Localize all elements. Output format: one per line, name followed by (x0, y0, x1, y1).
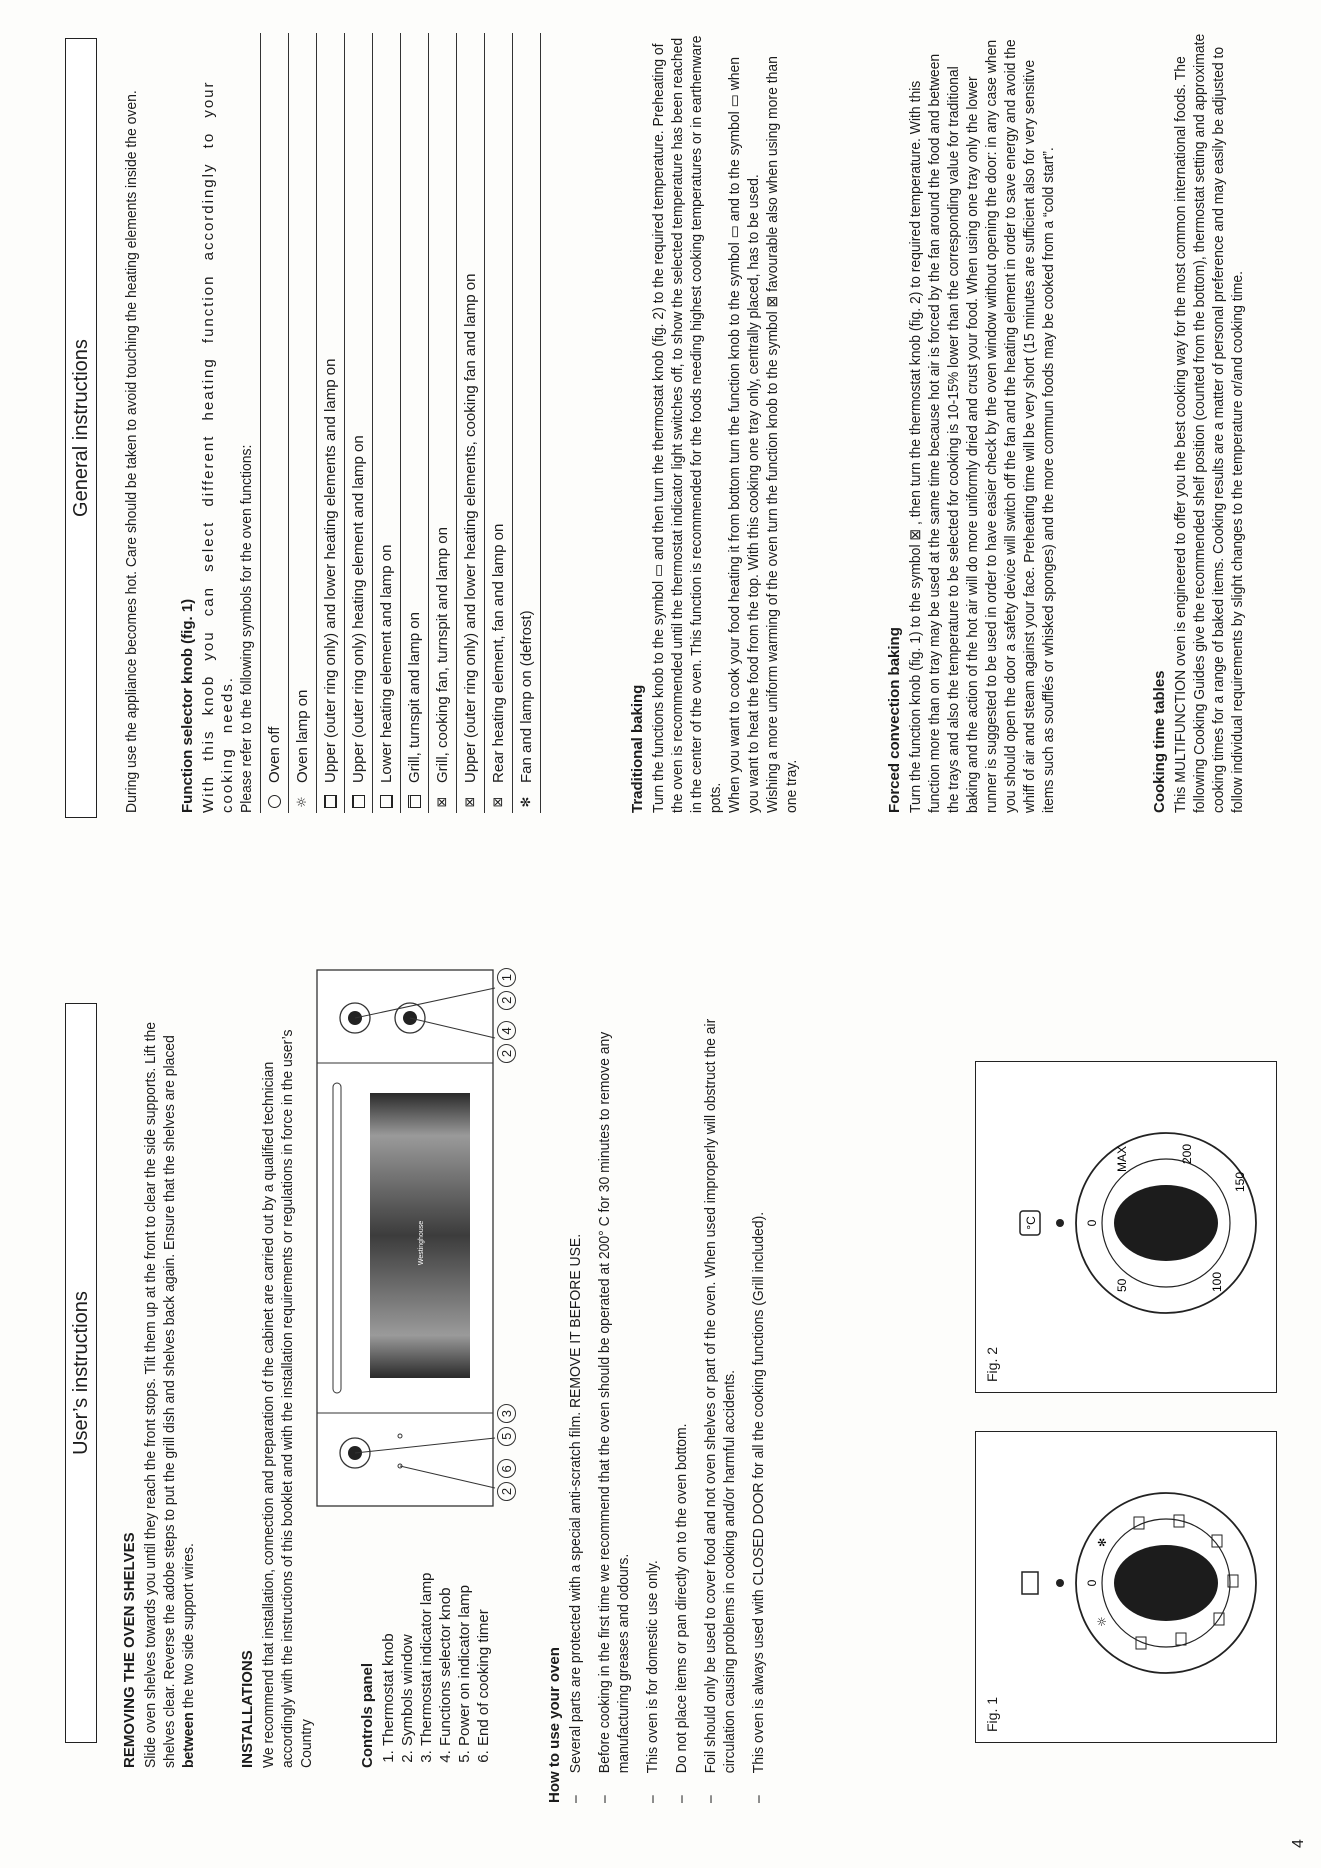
fig1-zero-mark: 0 (1085, 1579, 1099, 1587)
function-row (373, 33, 401, 813)
function-section (178, 33, 541, 813)
fig1-box (975, 1431, 1277, 1743)
fig2-temp-mark: MAX (1115, 1145, 1129, 1172)
fig1-knob-grip (1114, 1545, 1218, 1621)
function-label: Upper (outer ring only) and lower heating elements, cooking fan and lamp on (462, 273, 479, 783)
function-text-2: Please refer to the following symbols for the oven functions: (238, 444, 255, 813)
circle-icon (267, 791, 283, 813)
traditional-text-2: When you want to cook your food heating it from bottom turn the function knob to the symbol ▭ and to the symbol ▭ when you want to heat the food from the top. With this cooking one tray only, centrally placed, has to be used. (726, 56, 762, 813)
function-text-1: With this knob you can select different heating function accordingly to your cooking needs. (200, 80, 236, 813)
page-number: 4 (1290, 1839, 1307, 1848)
how-item: – Foil should only be used to cover food and not oven shelves or part of the oven. When used improperly will obstruct the air circulation causing problems in cooking and/or harmful accidents. (701, 1003, 739, 1803)
traditional-heading: Traditional baking (629, 684, 646, 813)
control-item: 2. Symbols window (398, 1528, 417, 1746)
controls-list (379, 1528, 493, 1768)
fig1-symbol-icon (1176, 1633, 1186, 1645)
control-item: 1. Thermostat knob (379, 1528, 398, 1746)
how-to-use-section (545, 1003, 778, 1803)
grill-icon (407, 791, 423, 813)
traditional-section (628, 33, 801, 813)
tables-text: This MULTIFUNCTION oven is engineered to offer you the best cooking way for the most common international foods. The following Cooking Guides give the recommended shelf position (counted from the bottom), thermostat setting and approximate cooking times for a range of baked items. Cooking results are a matter of personal preference and may easily be adjusted to follow individual requirements by slight changes to the temperature or/and cooking time. (1172, 33, 1246, 813)
control-item: 3. Thermostat indicator lamp (417, 1528, 436, 1746)
function-row (289, 33, 317, 813)
cooking-tables-section (1150, 33, 1247, 813)
callout-number: 6 (497, 1459, 516, 1478)
users-instructions-title: User’s instructions (65, 1003, 97, 1743)
function-row (317, 33, 345, 813)
callout-number: 1 (497, 968, 516, 987)
fig1-dial (1016, 1477, 1266, 1687)
control-item: 4. Functions selector knob (436, 1528, 455, 1746)
fig1-top-symbol-icon (1022, 1572, 1038, 1594)
installations-text: We recommend that installation, connection and preparation of the cabinet are carried out by a qualified technician accordingly with the instructions of this booklet and with the installation requirements or regulations in force in the user’s Country (260, 1029, 315, 1768)
lower-icon (379, 791, 395, 813)
callout-number: 3 (497, 1404, 516, 1423)
forced-text: Turn the function knob (fig. 1) to the symbol ⊠ , then turn the thermostat knob (fig. 2) to required temperature. With this function more than on tray may be used at the same time because hot air is forced by the fan around the food and between the trays and also the temperature to be selected for cooking is 10-15% lower than the corresponding value for traditional baking and the action of the hot air will do more uniformly dried and crust your food. When using one tray only the lower runner is suggested to be used in order to have easier check by the oven window without opening the door: in any case when you should open the door a safety device will switch off the fan and the heating element in order to save energy and avoid the whiff of air and steam against your face. Preheating time will be very short (15 minutes are sufficient also for very sensitive items such as soufflés or whisked sponges) and the more commun foods may be cooked from a “cold start”. (907, 39, 1057, 813)
callouts-left (497, 1404, 516, 1501)
control-item: 5. Power on indicator lamp (455, 1528, 474, 1746)
function-label: Upper (outer ring only) and lower heating elements and lamp on (322, 358, 339, 783)
controls-heading: Controls panel (359, 1662, 376, 1768)
shelves-section (120, 988, 198, 1768)
fig2-temp-mark: 150 (1233, 1171, 1247, 1192)
fig2-temp-mark: 200 (1180, 1143, 1194, 1164)
how-item: – This oven is always used with CLOSED DOOR for all the cooking functions (Grill included). (749, 1003, 768, 1803)
function-row (401, 33, 429, 813)
fig2-box (975, 1061, 1277, 1393)
oven-diagram (315, 968, 515, 1508)
fig2-temp-mark: 50 (1115, 1278, 1129, 1292)
general-instructions-title: General instructions (65, 38, 97, 818)
callouts-right (497, 968, 516, 1063)
function-row (513, 33, 541, 813)
upper-icon (351, 791, 367, 813)
control-item: 6. End of cooking timer (474, 1528, 493, 1746)
function-row (485, 33, 513, 813)
fig1-defrost-symbol-icon: ✻ (1096, 1537, 1109, 1547)
fig1-label: Fig. 1 (984, 1696, 1000, 1732)
fig2-label: Fig. 2 (984, 1346, 1000, 1382)
callout-number: 2 (497, 991, 516, 1010)
grill-fan-icon: ⊠ (435, 796, 450, 808)
traditional-text-3: Wishing a more uniform warming of the oven turn the function knob to the symbol ⊠ favourable also when using more than one tray. (764, 56, 800, 813)
rear-fan-icon: ⊠ (491, 796, 506, 808)
fan-upper-lower-icon: ⊠ (463, 796, 478, 808)
shelves-text-bold: between (180, 1712, 197, 1768)
fig2-celsius-label: °C (1024, 1216, 1038, 1230)
fig2-zero-mark: 0 (1085, 1219, 1099, 1227)
installations-section (238, 988, 316, 1768)
forced-heading: Forced convection baking (886, 627, 903, 813)
function-row (457, 33, 485, 813)
brand-logo: Westinghouse (418, 1220, 425, 1266)
lamp-icon: ☼ (295, 796, 310, 808)
controls-section (358, 1528, 493, 1768)
how-item: – Do not place items or pan directly on to the oven bottom. (672, 1003, 691, 1803)
function-list (260, 33, 541, 813)
function-label: Oven off (266, 726, 283, 783)
function-label: Rear heating element, fan and lamp on (490, 523, 507, 783)
function-row (345, 33, 373, 813)
shelves-text (141, 989, 198, 1768)
callout-number: 4 (497, 1021, 516, 1040)
fig2-knob-grip (1114, 1185, 1218, 1261)
upper-lower-icon (323, 791, 339, 813)
intro-section (122, 33, 141, 813)
shelves-text-b: the two side support wires. (180, 1543, 197, 1713)
function-label: Upper (outer ring only) heating element and lamp on (350, 435, 367, 783)
callout-number: 2 (497, 1482, 516, 1501)
fig1-pointer-dot (1056, 1579, 1064, 1587)
how-item: – Before cooking in the first time we recommend that the oven should be operated at 200° C for 30 minutes to remove any manufacturing greases and odours. (595, 1003, 633, 1803)
traditional-text: Turn the functions knob to the symbol ▭ and then turn the thermostat knob (fig. 2) to the required temperature. Preheating of the oven is recommended until the thermostat indicator light switches off, to show the selected temperature has been reached in the center of the oven. This function is recommended for the foods needing highest cooking temperatures or in earthenware pots. (650, 35, 724, 813)
forced-convection-section (885, 33, 1058, 813)
function-row (261, 33, 289, 813)
function-label: Grill, cooking fan, turnspit and lamp on (434, 527, 451, 783)
how-item: – This oven is for domestic use only. (643, 1003, 662, 1803)
fig2-temp-mark: 100 (1210, 1271, 1224, 1292)
fig2-pointer-dot (1056, 1219, 1064, 1227)
intro-text: During use the appliance becomes hot. Care should be taken to avoid touching the heating elements inside the oven. (123, 90, 140, 813)
function-heading: Function selector knob (fig. 1) (179, 598, 196, 813)
fig2-dial (1016, 1112, 1266, 1332)
how-item: – Several parts are protected with a special anti-scratch film. REMOVE IT BEFORE USE. (566, 1003, 585, 1803)
shelves-text-a: Slide oven shelves towards you until they reach the front stops. Tilt them up at the front to clear the side supports. Lift the shelves clear. Reverse the adobe steps to put the grill dish and shelves back again. Ensure that the shelves are placed (142, 1022, 178, 1768)
function-label: Grill, turnspit and lamp on (406, 612, 423, 783)
fig1-lamp-symbol-icon: ☼ (1095, 1616, 1109, 1627)
callout-number: 2 (497, 1044, 516, 1063)
installations-heading: INSTALLATIONS (239, 1650, 256, 1768)
shelves-heading: REMOVING THE OVEN SHELVES (121, 1532, 138, 1768)
callout-number: 5 (497, 1427, 516, 1446)
defrost-icon: ✻ (519, 796, 534, 808)
tables-heading: Cooking time tables (1151, 670, 1168, 813)
function-label: Fan and lamp on (defrost) (518, 610, 535, 783)
how-list (566, 1003, 768, 1803)
function-label: Lower heating element and lamp on (378, 544, 395, 783)
function-label: Oven lamp on (294, 689, 311, 783)
function-row (429, 33, 457, 813)
how-heading: How to use your oven (546, 1647, 563, 1803)
